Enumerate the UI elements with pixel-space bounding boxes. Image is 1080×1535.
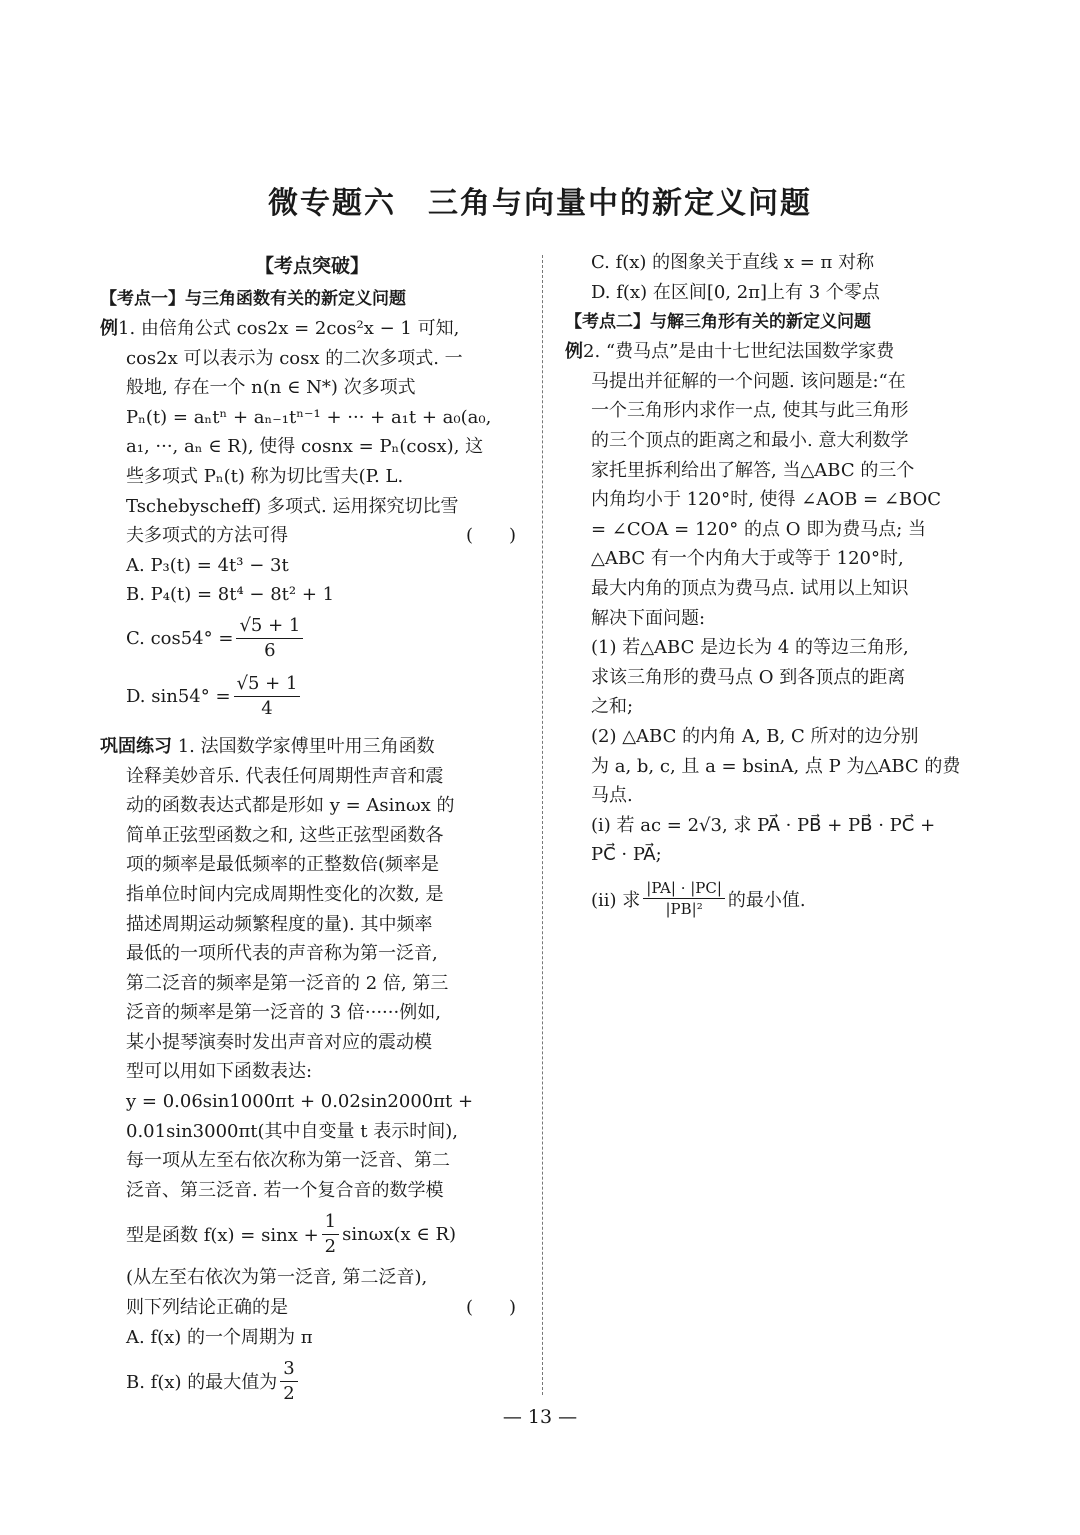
practice-line: 描述周期运动频繁程度的量). 其中频率 [126, 913, 433, 935]
example-label: 例 [565, 341, 583, 363]
example-two-line: 例2. “费马点”是由十七世纪法国数学家费 [565, 341, 895, 363]
practice-line: 泛音、第三泛音. 若一个复合音的数学模 [126, 1179, 444, 1201]
practice-line: 第二泛音的频率是第一泛音的 2 倍, 第三 [126, 972, 449, 994]
practice-line: 型可以用如下函数表达: [126, 1061, 313, 1083]
option-a: A. P₃(t) = 4t³ − 3t [126, 554, 289, 576]
example-one-line: Pₙ(t) = aₙtⁿ + aₙ₋₁tⁿ⁻¹ + ··· + a₁t + a₀(a₀, [126, 406, 492, 428]
example-one-line: 例1. 由倍角公式 cos2x = 2cos²x − 1 可知, [100, 318, 460, 339]
option-d: D. sin54° = $\frac{√5 + 1}{4}$ [100, 668, 524, 726]
example-two-line: (1) 若△ABC 是边长为 4 的等边三角形, [591, 637, 909, 659]
fraction: $\frac{√5 + 1}{4}$ [234, 672, 301, 721]
example-two-line: 之和; [591, 696, 634, 718]
example-one [100, 314, 524, 726]
example-two-line: (2) △ABC 的内角 A, B, C 所对的边分别 [591, 725, 919, 747]
option-c: C. cos54° = $\frac{√5 + 1}{6}$ [100, 610, 524, 668]
practice-line: 指单位时间内完成周期性变化的次数, 是 [126, 883, 444, 905]
example-two-line: 一个三角形内求作一点, 使其与此三角形 [591, 400, 909, 422]
practice-line: 泛音的频率是第一泛音的 3 倍······例如, [126, 1002, 441, 1024]
right-column [565, 248, 975, 928]
practice-line: 最低的一项所代表的声音称为第一泛音, [126, 943, 438, 965]
practice-line: 每一项从左至右依次称为第一泛音、第二 [126, 1150, 450, 1172]
practice-line: 巩固练习 1. 法国数学家傅里叶用三角函数 [100, 735, 435, 757]
example-one-line: 些多项式 Pₙ(t) 称为切比雪夫(P. L. [126, 465, 404, 487]
example-two [565, 337, 975, 928]
left-column [100, 248, 524, 1410]
practice-line: y = 0.06sin1000πt + 0.02sin2000πt + [126, 1091, 474, 1113]
example-two-line: 解决下面问题: [591, 607, 706, 629]
page-number: — 13 — [502, 1406, 578, 1428]
example-two-line: (ⅰ) 若 ac = 2√3, 求 PA⃗ · PB⃗ + PB⃗ · PC⃗ + [591, 814, 936, 836]
example-one-line: 般地, 存在一个 n(n ∈ N*) 次多项式 [126, 377, 416, 399]
fraction: $\frac{√5 + 1}{6}$ [236, 614, 303, 663]
section-heading: 【考点突破】 [254, 255, 369, 277]
example-two-line: △ABC 有一个内角大于或等于 120°时, [591, 548, 904, 570]
fraction: $\frac{3}{2}$ [280, 1357, 297, 1406]
example-two-line: 马点. [591, 785, 633, 807]
example-one-line: cos2x 可以表示为 cosx 的二次多项式. 一 [126, 347, 463, 369]
practice-option-a: A. f(x) 的一个周期为 π [126, 1326, 313, 1348]
example-two-line: 求该三角形的费马点 O 到各顶点的距离 [591, 666, 906, 688]
example-two-line: 内角均小于 120°时, 使得 ∠AOB = ∠BOC [591, 489, 942, 511]
answer-blank: ( ) [465, 1297, 516, 1319]
example-label: 例 [100, 318, 118, 339]
example-two-line: PC⃗ · PA⃗; [591, 844, 662, 866]
example-two-line: 的三个顶点的距离之和最小. 意大利数学 [591, 429, 909, 451]
example-two-part-ii: (ⅱ) 求 $\frac{|PA| \cdot |PC|}{\text{|PB|²}}$ 的最小值. [591, 879, 806, 919]
option-b: B. P₄(t) = 8t⁴ − 8t² + 1 [126, 584, 335, 606]
example-one-line: 夫多项式的方法可得 ( ) [100, 521, 524, 551]
example-two-line: 最大内角的顶点为费马点. 试用以上知识 [591, 577, 909, 599]
practice-option-c: C. f(x) 的图象关于直线 x = π 对称 [591, 252, 875, 273]
practice-line: 0.01sin3000πt(其中自变量 t 表示时间), [126, 1120, 458, 1142]
topic-two-heading: 【考点二】与解三角形有关的新定义问题 [565, 312, 871, 333]
page-title: 微专题六 三角与向量中的新定义问题 [268, 186, 812, 221]
practice-model-line: 型是函数 f(x) = sinx + $\frac{1}{2}$ sinωx(x ∈ R) [126, 1210, 457, 1257]
practice-line: 则下列结论正确的是 ( ) [100, 1293, 524, 1323]
topic-one-heading: 【考点一】与三角函数有关的新定义问题 [100, 289, 406, 309]
example-two-line: 马提出并征解的一个问题. 该问题是:“在 [591, 370, 906, 392]
practice-line: 项的频率是最低频率的正整数倍(频率是 [126, 854, 440, 876]
answer-blank: ( ) [465, 525, 516, 547]
practice-option-d: D. f(x) 在区间[0, 2π]上有 3 个零点 [591, 281, 880, 303]
practice-line: 简单正弦型函数之和, 这些正弦型函数各 [126, 824, 444, 846]
practice-label: 巩固练习 [100, 735, 172, 757]
practice-line: 某小提琴演奏时发出声音对应的震动模 [126, 1031, 432, 1053]
fraction: $\frac{|PA| \cdot |PC|}{\text{|PB|²}}$ [643, 878, 725, 919]
practice-one [100, 732, 524, 1410]
example-two-line: 家托里拆利给出了解答, 当△ABC 的三个 [591, 459, 915, 481]
example-two-line: = ∠COA = 120° 的点 O 即为费马点; 当 [591, 518, 927, 540]
example-two-line: 为 a, b, c, 且 a = bsinA, 点 P 为△ABC 的费 [591, 755, 961, 777]
practice-line: (从左至右依次为第一泛音, 第二泛音), [126, 1267, 428, 1289]
fraction: $\frac{1}{2}$ [322, 1210, 339, 1259]
column-divider [542, 255, 543, 1395]
example-one-line: Tschebyscheff) 多项式. 运用探究切比雪 [126, 495, 459, 517]
example-one-line: a₁, ···, aₙ ∈ R), 使得 cosnx = Pₙ(cosx), 这 [126, 436, 484, 458]
practice-option-b: B. f(x) 的最大值为 $\frac{3}{2}$ [100, 1352, 524, 1410]
practice-line: 诠释美妙音乐. 代表任何周期性声音和震 [126, 765, 444, 787]
practice-line: 动的函数表达式都是形如 y = Asinωx 的 [126, 795, 455, 817]
